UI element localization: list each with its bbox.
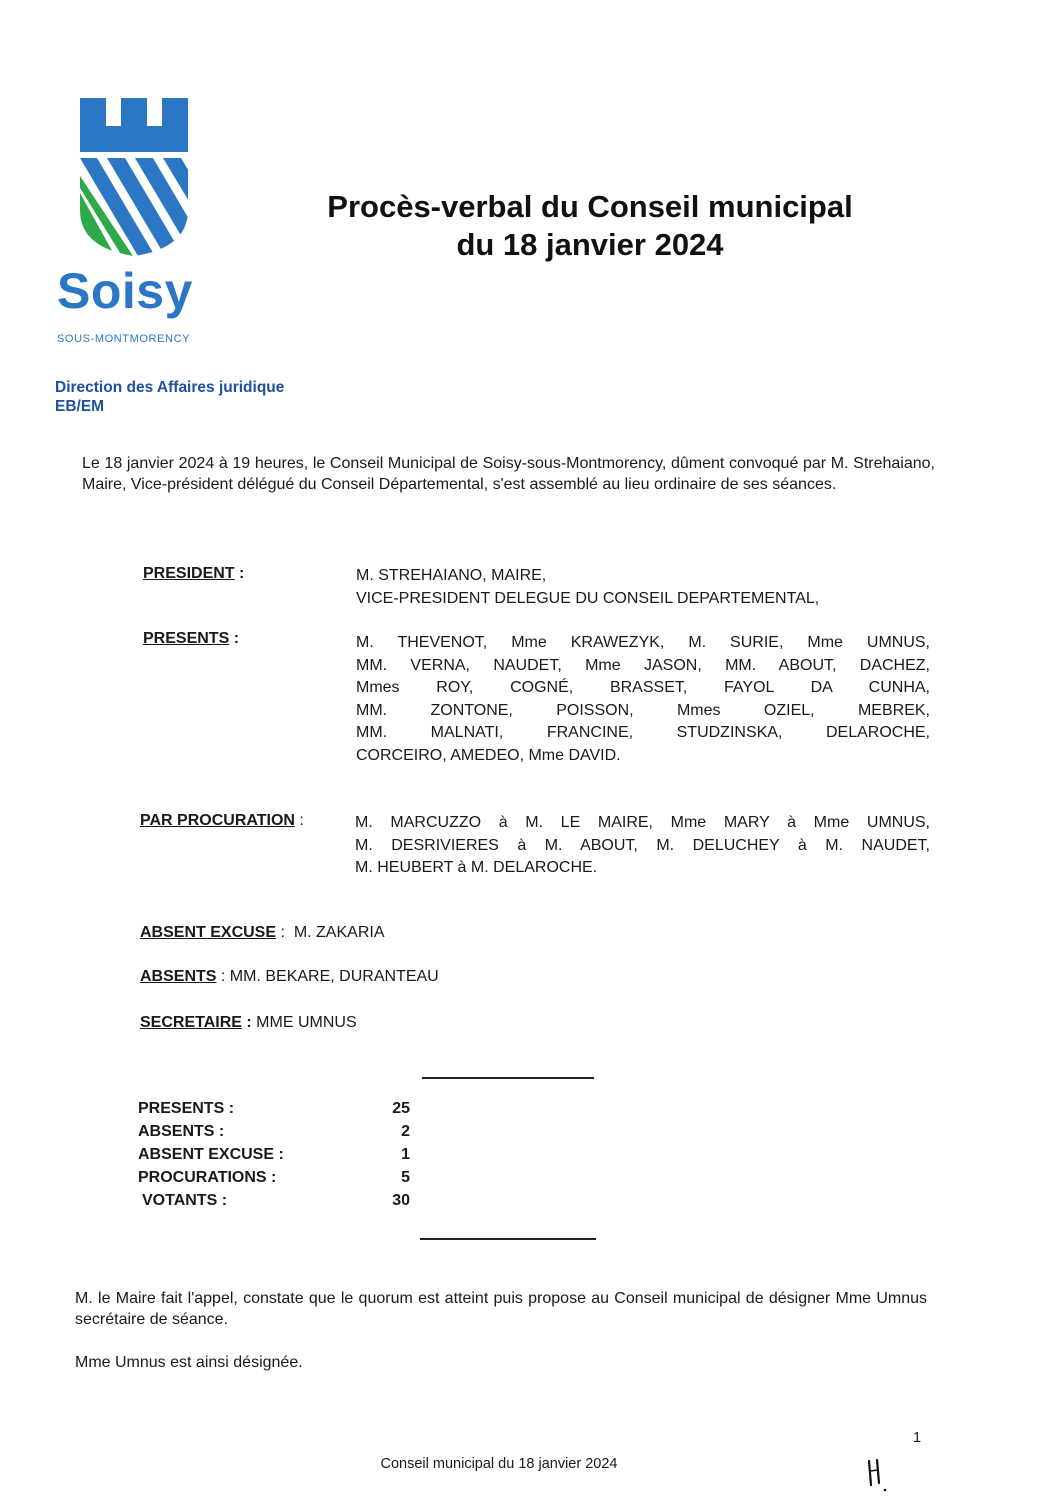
absents-row (140, 966, 439, 988)
presents-value (356, 632, 930, 767)
president-label-row (143, 563, 244, 585)
absent-excuse-value: M. ZAKARIA (293, 924, 385, 941)
count-label: PRESENTS : (138, 1100, 235, 1117)
presents-line: MM. ZONTONE, POISSON, Mmes OZIEL, MEBREK, (356, 701, 930, 719)
count-value: 25 (392, 1100, 410, 1117)
closing-paragraph: M. le Maire fait l'appel, constate que le quorum est atteint puis propose au Conseil municipal de désigner Mme Umnus secrétaire de séance. (75, 1290, 927, 1328)
procuration-sep: : (294, 812, 304, 829)
procuration-value (355, 812, 930, 880)
presents-line: CORCEIRO, AMEDEO, Mme DAVID. (356, 746, 621, 764)
department-code: EB/EM (55, 398, 105, 415)
count-value: 30 (392, 1192, 410, 1209)
presents-line: MM. VERNA, NAUDET, Mme JASON, MM. ABOUT, DACHEZ, (356, 656, 930, 674)
procuration-label-row (140, 810, 304, 832)
title-line-2: du 18 janvier 2024 (456, 227, 724, 262)
department-name: Direction des Affaires juridique (55, 379, 285, 396)
count-value: 1 (401, 1146, 410, 1163)
count-label: ABSENT EXCUSE : (138, 1146, 284, 1163)
presents-line: MM. MALNATI, FRANCINE, STUDZINSKA, DELAROCHE, (356, 724, 930, 741)
logo-name: Soisy (57, 263, 193, 319)
count-value: 2 (401, 1123, 410, 1140)
logo-subtitle: SOUS-MONTMORENCY (57, 333, 191, 345)
presents-sep: : (229, 630, 240, 647)
secretaire-label: SECRETAIRE (140, 1014, 242, 1031)
department-block (55, 378, 284, 416)
absent-excuse-sep: : (276, 924, 285, 941)
secretaire-sep: : (241, 1014, 252, 1031)
intro-paragraph: Le 18 janvier 2024 à 19 heures, le Conseil Municipal de Soisy-sous-Montmorency, dûment convoqué par M. Strehaiano, Maire, Vice-président délégué du Conseil Départemental, s'est assemblé au lieu ordinaire de ses séances. (82, 455, 935, 493)
president-label: PRESIDENT (143, 565, 235, 582)
presents-line: M. THEVENOT, Mme KRAWEZYK, M. SURIE, Mme UMNUS, (356, 634, 930, 651)
separator-rule-top (422, 1077, 594, 1079)
absents-label: ABSENTS (140, 968, 217, 985)
designation-paragraph: Mme Umnus est ainsi désignée. (75, 1354, 303, 1371)
presents-label: PRESENTS (143, 630, 230, 647)
absent-excuse-row (140, 922, 385, 944)
title-line-1: Procès-verbal du Conseil municipal (327, 189, 853, 224)
absents-value: MM. BEKARE, DURANTEAU (229, 968, 439, 985)
count-label: PROCURATIONS : (138, 1169, 277, 1186)
absent-excuse-label: ABSENT EXCUSE (140, 924, 277, 941)
president-value (356, 565, 936, 610)
president-line-2: VICE-PRESIDENT DELEGUE DU CONSEIL DEPARTEMENTAL, (356, 589, 820, 607)
secretaire-row (140, 1012, 357, 1034)
president-line-1: M. STREHAIANO, MAIRE, (356, 567, 547, 584)
document-title (260, 188, 920, 264)
presents-line: Mmes ROY, COGNÉ, BRASSET, FAYOL DA CUNHA, (356, 679, 930, 696)
page-footer: Conseil municipal du 18 janvier 2024 (380, 1456, 618, 1472)
handwritten-initials-icon (860, 1455, 900, 1495)
absents-sep: : (216, 968, 226, 985)
president-sep: : (234, 565, 245, 582)
procuration-line: M. DESRIVIERES à M. ABOUT, M. DELUCHEY à M. NAUDET, (355, 836, 930, 854)
procuration-line: M. HEUBERT à M. DELAROCHE. (355, 859, 598, 876)
tower-shield-logo-icon (75, 98, 193, 256)
separator-rule-bottom (420, 1238, 596, 1240)
presents-label-row (143, 628, 239, 650)
count-label: ABSENTS : (138, 1123, 225, 1140)
secretaire-value: MME UMNUS (256, 1014, 357, 1031)
count-label: VOTANTS : (142, 1192, 228, 1209)
page-number: 1 (913, 1430, 922, 1446)
count-value: 5 (401, 1169, 410, 1186)
procuration-label: PAR PROCURATION (140, 812, 295, 829)
procuration-line: M. MARCUZZO à M. LE MAIRE, Mme MARY à Mme UMNUS, (355, 814, 930, 831)
